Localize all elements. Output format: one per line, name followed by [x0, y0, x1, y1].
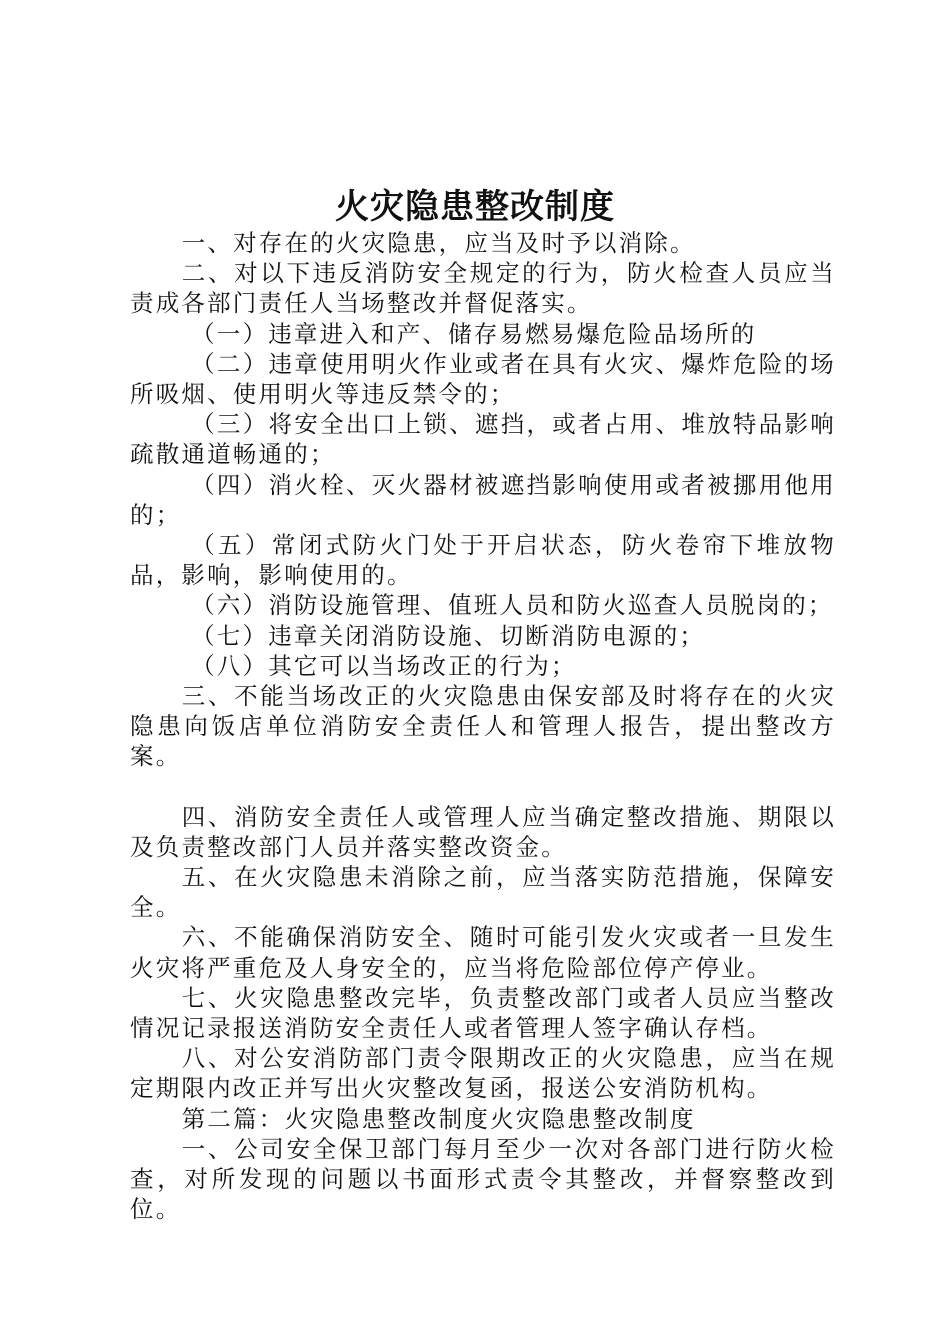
paragraph-6: 六、不能确保消防安全、随时可能引发火灾或者一旦发生火灾将严重危及人身安全的，应当将危险部位停产停业。 [130, 923, 836, 982]
paragraph-4: 四、消防安全责任人或管理人应当确定整改措施、期限以及负责整改部门人员并落实整改资金。 [130, 802, 836, 861]
list-item-4: （四）消火栓、灭火器材被遮挡影响使用或者被挪用他用的； [130, 470, 836, 529]
list-item-3: （三）将安全出口上锁、遮挡，或者占用、堆放特品影响疏散通道畅通的； [130, 410, 836, 469]
paragraph-2: 二、对以下违反消防安全规定的行为，防火检查人员应当责成各部门责任人当场整改并督促落实。 [130, 259, 836, 318]
list-item-6: （六）消防设施管理、值班人员和防火巡查人员脱岗的； [191, 591, 834, 620]
document-title: 火灾隐患整改制度 [335, 187, 615, 227]
list-item-1: （一）违章进入和产、储存易燃易爆危险品场所的 [191, 319, 757, 348]
document-body [130, 228, 836, 1225]
paragraph-7: 七、火灾隐患整改完毕，负责整改部门或者人员应当整改情况记录报送消防安全责任人或者管理人签字确认存档。 [130, 983, 836, 1043]
paragraph-3: 三、不能当场改正的火灾隐患由保安部及时将存在的火灾隐患向饭店单位消防安全责任人和管理人报告，提出整改方案。 [130, 682, 836, 771]
list-item-5: （五）常闭式防火门处于开启状态，防火卷帘下堆放物品，影响，影响使用的。 [130, 531, 836, 590]
paragraph-8: 八、对公安消防部门责令限期改正的火灾隐患，应当在规定期限内改正并写出火灾整改复函，报送公安消防机构。 [130, 1044, 836, 1103]
list-item-2: （二）违章使用明火作业或者在具有火灾、爆炸危险的场所吸烟、使用明火等违反禁令的； [130, 349, 836, 409]
paragraph-5: 五、在火灾隐患未消除之前，应当落实防范措施，保障安全。 [130, 863, 836, 922]
section-heading-part-two: 第二篇：火灾隐患整改制度火灾隐患整改制度 [181, 1104, 696, 1133]
paragraph-1: 一、对存在的火灾隐患，应当及时予以消除。 [181, 229, 696, 257]
list-item-7: （七）违章关闭消防设施、切断消防电源的； [191, 621, 706, 650]
list-item-8: （八）其它可以当场改正的行为； [191, 651, 577, 680]
part-two-paragraph-1: 一、公司安全保卫部门每月至少一次对各部门进行防火检查，对所发现的问题以书面形式责令其整改，并督察整改到位。 [130, 1134, 836, 1224]
